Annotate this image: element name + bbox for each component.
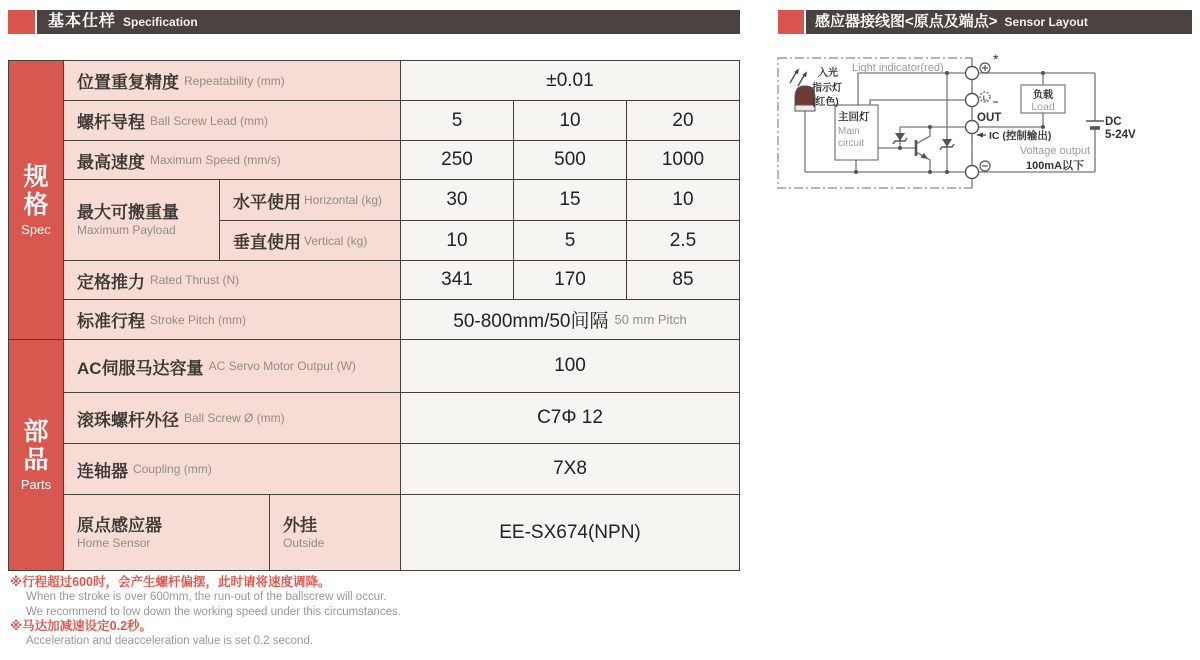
row-label-en: Ball Screw Lead (mm) [150,113,269,128]
sensor-wiring-diagram [772,50,1192,200]
row-value: ±0.01 [401,61,739,100]
row-label-cn: 滚珠螺杆外径 [77,410,179,430]
row-value-3: 1000 [627,141,739,179]
spec-table-rows [64,61,739,570]
row-value-2: 15 [514,180,626,220]
row-sublabel-cn: 外挂 [283,515,317,535]
row-sublabel [220,221,400,260]
row-label-cn: 螺杆导程 [77,113,145,132]
row-label-en: Repeatability (mm) [184,73,285,88]
row-label-en: Maximum Payload [77,223,176,238]
left-header-title-cn: 基本仕样 [48,13,117,30]
row-value-2: 10 [514,101,626,140]
row-label-en: Home Sensor [77,535,151,550]
left-header-accent-square [8,10,35,34]
row-sublabel-en: Horizontal (kg) [304,193,383,207]
row-sublabel-outside [270,495,400,570]
row-label [64,444,400,494]
stroke-pitch-value-en: 50 mm Pitch [614,312,687,327]
right-header-title-en: Sensor Layout [1004,15,1088,29]
table-row-ball-screw-diameter [64,393,739,443]
label-l: L [982,93,988,103]
label-main-circuit-cn: 主回灯 [838,111,870,123]
row-label-en: Rated Thrust (N) [150,273,240,287]
row-value-1: 250 [401,141,513,179]
row-sublabel-cn: 垂直使用 [233,233,301,252]
ic-output-arrow-icon [976,133,986,138]
label-voltage-output: Voltage output [1019,145,1091,157]
label-out: OUT [977,112,1002,124]
table-row-home-sensor [64,495,739,570]
row-value-3: 85 [627,261,739,299]
right-header-title-cn: 感应器接线图<原点及端点> [815,13,998,30]
label-red-color: (红色) [812,97,839,108]
row-value-1: 30 [401,180,513,220]
row-sublabel-en: Vertical (kg) [304,233,368,248]
row-label-en: Stroke Pitch (mm) [150,312,247,327]
table-row-repeatability [64,61,739,100]
row-sublabel [220,180,400,220]
row-value-3: 2.5 [627,221,739,260]
row-label-max-payload [64,180,219,260]
label-indicator: 指示灯 [812,83,842,94]
row-sublabel-cn: 水平使用 [233,192,301,212]
sidebar-spec-cn: 规格 [23,163,49,219]
row-label-en: Coupling (mm) [133,462,212,476]
footnote-gray-2: We recommend to low down the working speed under this circumstances. [26,605,401,618]
row-value-2: 5 [514,221,626,260]
row-label [64,261,400,299]
label-main-en-2: circuit [838,138,865,149]
row-label-cn: 标准行程 [77,312,145,331]
sidebar-parts [9,340,63,570]
sidebar-spec [9,61,63,339]
label-dc-range: 5-24V [1105,129,1136,141]
row-value-1: 341 [401,261,513,299]
row-label-cn: 最大可搬重量 [77,203,179,223]
row-value-1: 10 [401,221,513,260]
table-row-max-speed [64,141,739,179]
label-light-in: 入光 [818,68,838,79]
junction-dots [854,71,1045,174]
label-ic-output: IC (控制输出) [989,130,1052,142]
left-header-bar [37,10,740,34]
row-label [64,141,400,179]
sidebar-spec-en: Spec [21,222,51,237]
label-star: * [993,51,999,67]
label-dc: DC [1105,116,1122,128]
table-rowgroup-max-payload [64,180,739,260]
table-row-rated-thrust [64,261,739,299]
row-sublabel-en: Outside [283,535,325,550]
left-header-title-en: Specification [123,15,198,29]
stroke-pitch-value-cn: 50-800mm/50间隔 [453,311,609,332]
table-row-payload-vertical [220,221,739,260]
table-row-stroke-pitch [64,300,739,339]
row-value-1: 5 [401,101,513,140]
sidebar-parts-cn: 部品 [23,418,49,474]
terminal-l [966,94,979,107]
row-label-cn: 连轴器 [77,461,128,481]
footnote-gray-3: Acceleration and deacceleration value is set 0.2 second. [26,635,314,647]
footnote-red-2: ※马达加减速设定0.2秒。 [10,619,153,633]
row-label-cn: 最高速度 [77,152,145,172]
row-value: 100 [401,340,739,392]
row-value-2: 500 [514,141,626,179]
footnote-gray-1: When the stroke is over 600mm, the run-out of the ballscrew will occur. [26,591,387,603]
spec-table [8,60,740,571]
label-main-en-1: Main [838,126,860,137]
row-label-en: Maximum Speed (mm/s) [150,153,281,167]
row-label-en: AC Servo Motor Output (W) [208,359,356,373]
row-label-home-sensor [64,495,269,570]
table-row-ball-screw-lead [64,101,739,140]
row-value-3: 10 [627,180,739,220]
battery-icon [1086,121,1104,128]
footnotes [10,575,401,649]
row-value: C7Φ 12 [401,393,739,443]
row-label [64,101,400,140]
right-header-accent-square [778,10,804,34]
row-label-cn: 原点感应器 [77,515,162,535]
light-ray-arrows-icon [790,68,807,86]
table-row-coupling [64,444,739,494]
row-label-cn: 定格推力 [77,272,145,292]
row-label [64,300,400,339]
row-label-en: Ball Screw Ø (mm) [184,411,285,425]
row-label-cn: 位置重复精度 [77,73,179,92]
sidebar-parts-en: Parts [20,477,52,492]
footnote-red-1: ※行程超过600时，会产生螺杆偏摆，此时请将速度调降。 [10,575,331,589]
spec-table-sidebar [9,61,63,570]
terminal-plus [966,67,979,80]
label-current-limit: 100mA以下 [1025,160,1085,172]
row-value-2: 170 [514,261,626,299]
label-load-cn: 负载 [1033,90,1053,101]
table-row-payload-horizontal [220,180,739,220]
row-label [64,340,400,392]
table-row-servo-output [64,340,739,392]
terminal-minus [966,166,979,179]
label-light-indicator: Light indicator(red) [852,62,944,74]
row-value: 7X8 [401,444,739,494]
row-label-cn: AC伺服马达容量 [77,358,204,378]
row-value-3: 20 [627,101,739,140]
row-label [64,61,400,100]
row-value: EE-SX674(NPN) [401,495,739,570]
row-label [64,393,400,443]
row-value [401,300,739,339]
right-header-bar [806,10,1192,34]
label-load-en: Load [1031,101,1055,113]
